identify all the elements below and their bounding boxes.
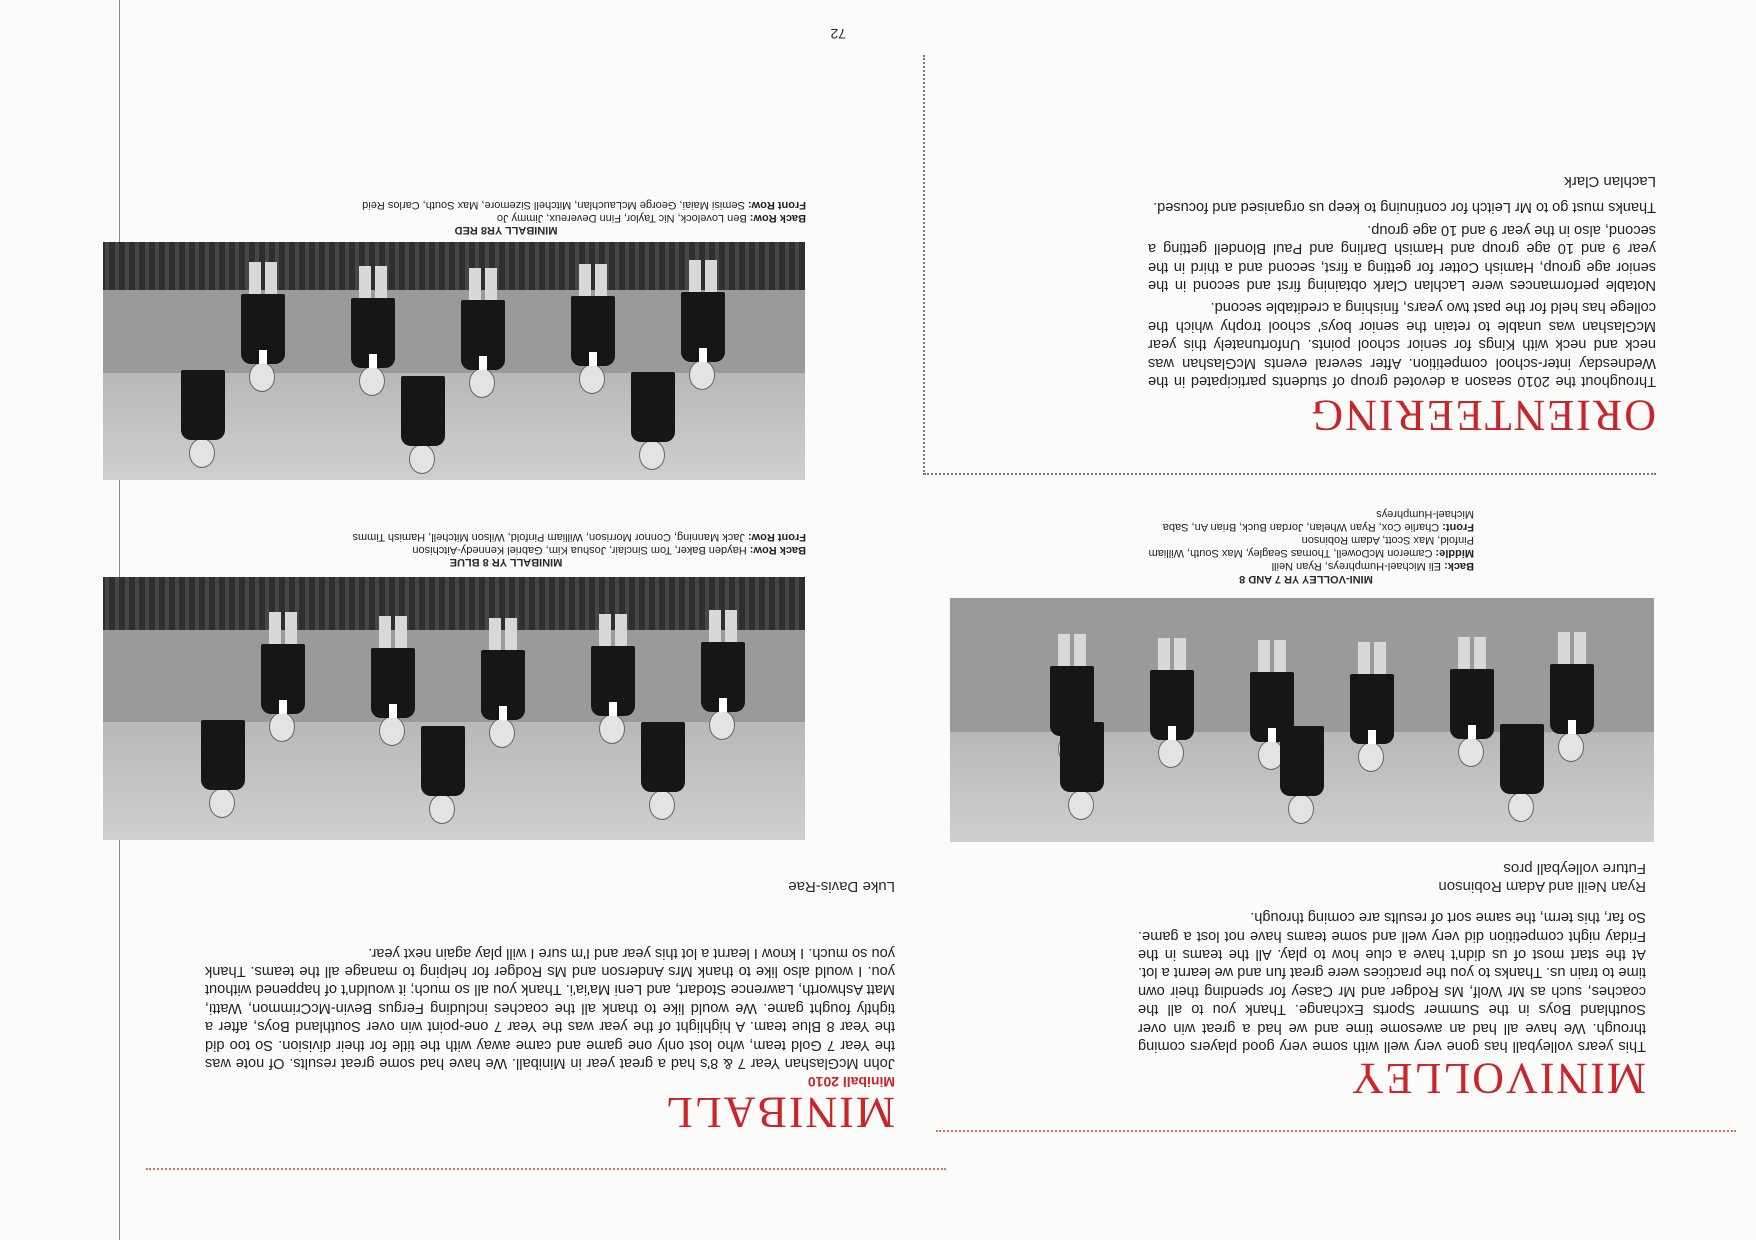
- minivolley-bottom-rule: [936, 1130, 1736, 1132]
- volley-front-label: Front:: [1442, 521, 1474, 533]
- volley-middle-label: Middle:: [1435, 547, 1474, 559]
- volley-caption-title: MINI-VOLLEY YR 7 AND 8: [1239, 573, 1373, 585]
- red-back-label: Back Row:: [749, 212, 806, 224]
- minivolley-body: This years volleyball has gone very well with some very good players coming through. We have all had an awesome time and we had a great win over Southland Boys in the Summer Sports Exchange. Thank you to all the coaches, such as Mr Wolf, Ms Rodger and Mr Casey for spending their own time to train us. Thanks to you the practices were great fun and we learnt a lot. At the start most of us didn't have a clue how to play. All the teams in the Friday night competition did very well and some teams have not lost a game. So far, this term, the same sort of results are coming through.: [1138, 909, 1646, 1054]
- orienteering-para-2: Notable performances were Lachlan Clark obtaining first and second in the senior age group, Hamish Cotter for getting a first, second and a third in the year 9 and 10 age group and Hamish Darling and Paul Blondell getting a second, also in the year 9 and 10 age group.: [1148, 221, 1656, 293]
- column-divider: [923, 55, 925, 475]
- volley-caption: [1138, 507, 1474, 572]
- miniball-title: MINIBALL: [663, 1088, 895, 1137]
- red-team-photo: [103, 242, 805, 480]
- blue-caption-title: MINIBALL YR 8 BLUE: [449, 556, 563, 568]
- minivolley-title: MINIVOLLEY: [1349, 1054, 1646, 1103]
- orienteering-para-1: Throughout the 2010 season a devoted group of students participated in the Wednesday inter-school competition. After several events McGlashan was neck and neck with Kings for senior school points. Unfortunately this year McGlashan was unable to retain the senior boys' school trophy which the college has held for the past two years, finishing a creditable second.: [1148, 299, 1656, 389]
- blue-back-names: Hayden Baker, Tom Sinclair, Joshua Kim, Gabriel Kennedy-Aitchison: [412, 544, 747, 556]
- orienteering-signature: Lachlan Clark: [1564, 172, 1656, 190]
- miniball-bottom-rule: [146, 1168, 946, 1170]
- orienteering-body: [1148, 172, 1656, 390]
- miniball-subheading: Miniball 2010: [807, 1074, 895, 1090]
- blue-team-photo: [103, 577, 805, 840]
- red-front-names: Semisi Maiai, George McLauchlan, Mitchell Sizemore, Max South, Carlos Reid: [362, 199, 745, 211]
- minivolley-signature-2: Future volleyball pros: [1503, 860, 1646, 877]
- page-number: 72: [830, 26, 846, 42]
- volley-back-label: Back:: [1444, 560, 1474, 572]
- volley-front-names: Charlie Cox, Ryan Whelan, Jordan Buck, Brian An, Saba Michael-Humphreys: [1162, 508, 1474, 533]
- red-front-label: Front Row:: [747, 199, 806, 211]
- red-caption-title: MINIBALL YR8 RED: [454, 224, 558, 236]
- orienteering-title: ORIENTEERING: [1309, 391, 1656, 440]
- blue-front-names: Jack Manning, Connor Morrison, William Pinfold, Wilson Mitchell, Hamish Timms: [352, 531, 745, 543]
- blue-caption: [206, 530, 806, 556]
- red-caption: [206, 198, 806, 224]
- blue-back-label: Back Row:: [749, 544, 806, 556]
- volley-back-names: Eli Michael-Humphreys, Ryan Neill: [1271, 560, 1441, 572]
- blue-front-label: Front Row:: [747, 531, 806, 543]
- volley-team-photo: [950, 598, 1654, 842]
- miniball-body: John McGlashan Year 7 & 8's had a great year in Miniball. We have had some great results. Of note was the Year 7 Gold team, who lost only one game and came away with the title for their division. So too did the Year 8 Blue team. A highlight of the year was the Year 7 one-point win over Southland Boys, after a tightly fought game. We would like to thank all the coaches including Fergus Bevin-McCrimmon, Watti, Matt Ashworth, Lawrence Stodart, and Leni Ma'ia'i. Thank you all so much; it wouldn't of happened without you. I would also like to thank Mrs Anderson and Ms Rodger for helping to manage all the teams. Thank you so much. I know I learnt a lot this year and I'm sure I will play again next year.: [205, 944, 895, 1071]
- miniball-signature: Luke Davis-Rae: [788, 878, 895, 895]
- orienteering-divider: [924, 473, 1656, 475]
- minivolley-signature-1: Ryan Neill and Adam Robinson: [1438, 878, 1646, 895]
- red-back-names: Ben Lovelock, Nic Taylor, Finn Devereux, Jimmy Jo: [496, 212, 747, 224]
- volley-middle-names: Cameron McDowell, Thomas Seagley, Max South, William Pinfold, Max Scott, Adam Robinson: [1148, 534, 1474, 559]
- orienteering-para-3: Thanks must go to Mr Leitch for continuing to keep us organised and focused.: [1153, 199, 1656, 216]
